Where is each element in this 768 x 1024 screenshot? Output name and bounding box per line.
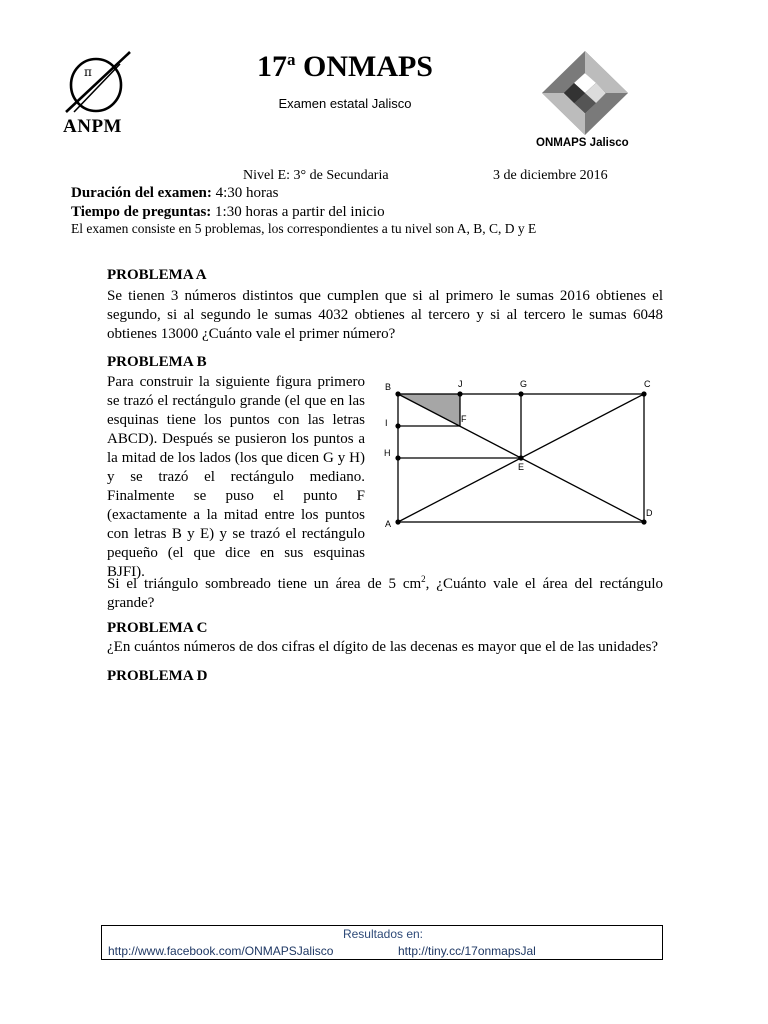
page-title: 17$^a$ ONMAPS	[257, 50, 433, 83]
tinycc-link[interactable]: http://tiny.cc/17onmapsJal	[398, 944, 536, 958]
problem-b-text: Para construir la siguiente figura primero se trazó el rectángulo grande (el que en las esquinas tiene los puntos con las letras ABCD). Después se pusieron los puntos a la mitad de los lados (los que dicen G y H) y se trazó el rectángulo mediano. Finalmente se puso el punto F (exactamente a la mitad entre los puntos con letras B y E) y se trazó el rectángulo pequeño (el que dice en sus esquinas BJFI).	[107, 374, 365, 580]
problem-a-text: Se tienen 3 números distintos que cumplen que si al primero le sumas 2016 obtienes el segundo, si al segundo le sumas 4032 obtienes al tercero y si al tercero le sumas 6048 obtienes 13000 ¿Cuánto vale el primer número?	[107, 288, 663, 342]
question-time: Tiempo de preguntas: 1:30 horas a partir del inicio	[71, 204, 385, 220]
onmaps-logo	[538, 49, 632, 137]
label-h: H	[384, 448, 391, 458]
label-g: G	[520, 379, 528, 389]
label-i: I	[385, 418, 388, 428]
problem-d-heading: PROBLEMA D	[107, 668, 208, 684]
exam-duration: Duración del examen: 4:30 horas	[71, 185, 279, 201]
problem-b-heading: PROBLEMA B	[107, 354, 207, 370]
pi-symbol: π	[84, 65, 92, 79]
label-d: D	[646, 508, 653, 518]
exam-level: Nivel E: 3° de Secundaria	[243, 168, 389, 183]
label-e: E	[518, 462, 525, 472]
label-b: B	[385, 382, 392, 392]
footer-title: Resultados en:	[342, 927, 424, 941]
exam-note: El examen consiste en 5 problemas, los correspondientes a tu nivel son A, B, C, D y E	[71, 221, 537, 236]
label-a: A	[385, 519, 392, 528]
problem-b-question: Si el triángulo sombreado tiene un área de 5 $cm^2$, ¿Cuánto vale el área del rectángulo grande?	[107, 574, 663, 611]
page-subtitle: Examen estatal Jalisco	[278, 96, 412, 111]
problem-c-text: ¿En cuántos números de dos cifras el dígito de las decenas es mayor que el de las unidades?	[107, 639, 659, 655]
problem-a-heading: PROBLEMA A	[107, 267, 207, 283]
label-c: C	[644, 379, 651, 389]
problem-c-heading: PROBLEMA C	[107, 620, 208, 636]
exam-date: 3 de diciembre 2016	[493, 168, 608, 183]
facebook-link[interactable]: http://www.facebook.com/ONMAPSJalisco	[108, 944, 334, 958]
results-footer	[101, 925, 663, 960]
anpm-label: ANPM	[63, 116, 122, 137]
onmaps-label: ONMAPS Jalisco	[536, 137, 629, 149]
problem-b-figure	[382, 376, 662, 528]
label-j: J	[458, 379, 463, 389]
label-f: F	[461, 414, 467, 424]
